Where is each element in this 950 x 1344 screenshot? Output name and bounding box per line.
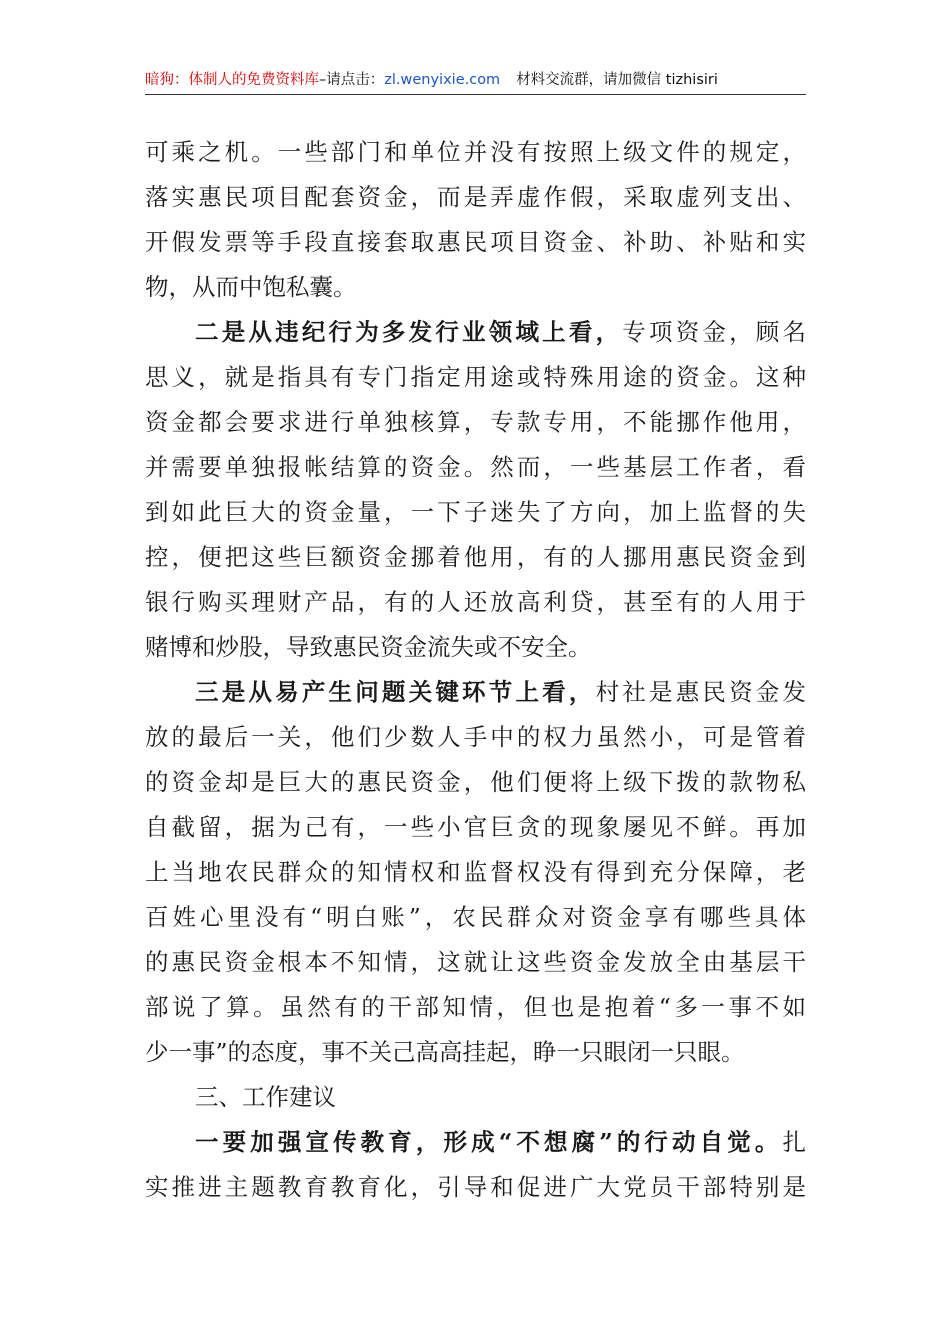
text-line: 控，便把这些巨额资金挪着他用，有的人挪用惠民资金到 <box>145 543 806 571</box>
text-line: 思义，就是指具有专门指定用途或特殊用途的资金。这种 <box>145 363 806 391</box>
header-brand: 暗狗：体制人的免费资料库 <box>145 72 319 88</box>
text-line: 自截留，据为己有，一些小官巨贪的现象屡见不鲜。再加 <box>145 813 806 841</box>
document-body <box>145 130 806 1210</box>
header-group-note: 材料交流群，请加微信 tizhisiri <box>516 72 718 88</box>
header-divider <box>145 94 806 95</box>
paragraph-start: 三是从易产生问题关键环节上看，村社是惠民资金发 <box>195 678 807 706</box>
header-click-prompt: –请点击： <box>319 72 385 88</box>
section-heading: 三、工作建议 <box>195 1083 336 1111</box>
paragraph-start: 二是从违纪行为多发行业领域上看，专项资金，顾名 <box>195 318 807 346</box>
text-line: 实推进主题教育教育化，引导和促进广大党员干部特别是 <box>145 1173 806 1201</box>
text-line: 开假发票等手段直接套取惠民项目资金、补助、补贴和实 <box>145 228 806 256</box>
text-line: 赌博和炒股，导致惠民资金流失或不安全。 <box>145 633 592 661</box>
text-line: 资金都会要求进行单独核算，专款专用，不能挪作他用， <box>145 408 806 436</box>
text-line: 少一事”的态度，事不关己高高挂起，睁一只眼闭一只眼。 <box>145 1038 745 1066</box>
bold-lead: 三是从易产生问题关键环节上看， <box>195 678 596 706</box>
text-line: 部说了算。虽然有的干部知情，但也是抱着“多一事不如 <box>145 993 806 1021</box>
text-line: 的惠民资金根本不知情，这就让这些资金发放全由基层干 <box>145 948 806 976</box>
header-link[interactable]: zl.wenyixie.com <box>384 72 501 88</box>
text-line: 到如此巨大的资金量，一下子迷失了方向，加上监督的失 <box>145 498 806 526</box>
text-line: 银行购买理财产品，有的人还放高利贷，甚至有的人用于 <box>145 588 806 616</box>
page-header <box>145 66 805 94</box>
text-line: 百姓心里没有“明白账”，农民群众对资金享有哪些具体 <box>145 903 806 931</box>
paragraph-start: 一要加强宣传教育，形成“不想腐”的行动自觉。扎 <box>195 1128 806 1156</box>
text-line: 落实惠民项目配套资金，而是弄虚作假，采取虚列支出、 <box>145 183 806 211</box>
text-line: 物，从而中饱私囊。 <box>145 273 357 301</box>
text-line: 上当地农民群众的知情权和监督权没有得到充分保障，老 <box>145 858 806 886</box>
text-line: 并需要单独报帐结算的资金。然而，一些基层工作者，看 <box>145 453 806 481</box>
bold-lead: 二是从违纪行为多发行业领域上看， <box>195 318 623 346</box>
text-line: 放的最后一关，他们少数人手中的权力虽然小，可是管着 <box>145 723 806 751</box>
text-line: 的资金却是巨大的惠民资金，他们便将上级下拨的款物私 <box>145 768 806 796</box>
text-line: 可乘之机。一些部门和单位并没有按照上级文件的规定， <box>145 138 806 166</box>
bold-lead: 一要加强宣传教育，形成“不想腐”的行动自觉。 <box>195 1128 783 1156</box>
